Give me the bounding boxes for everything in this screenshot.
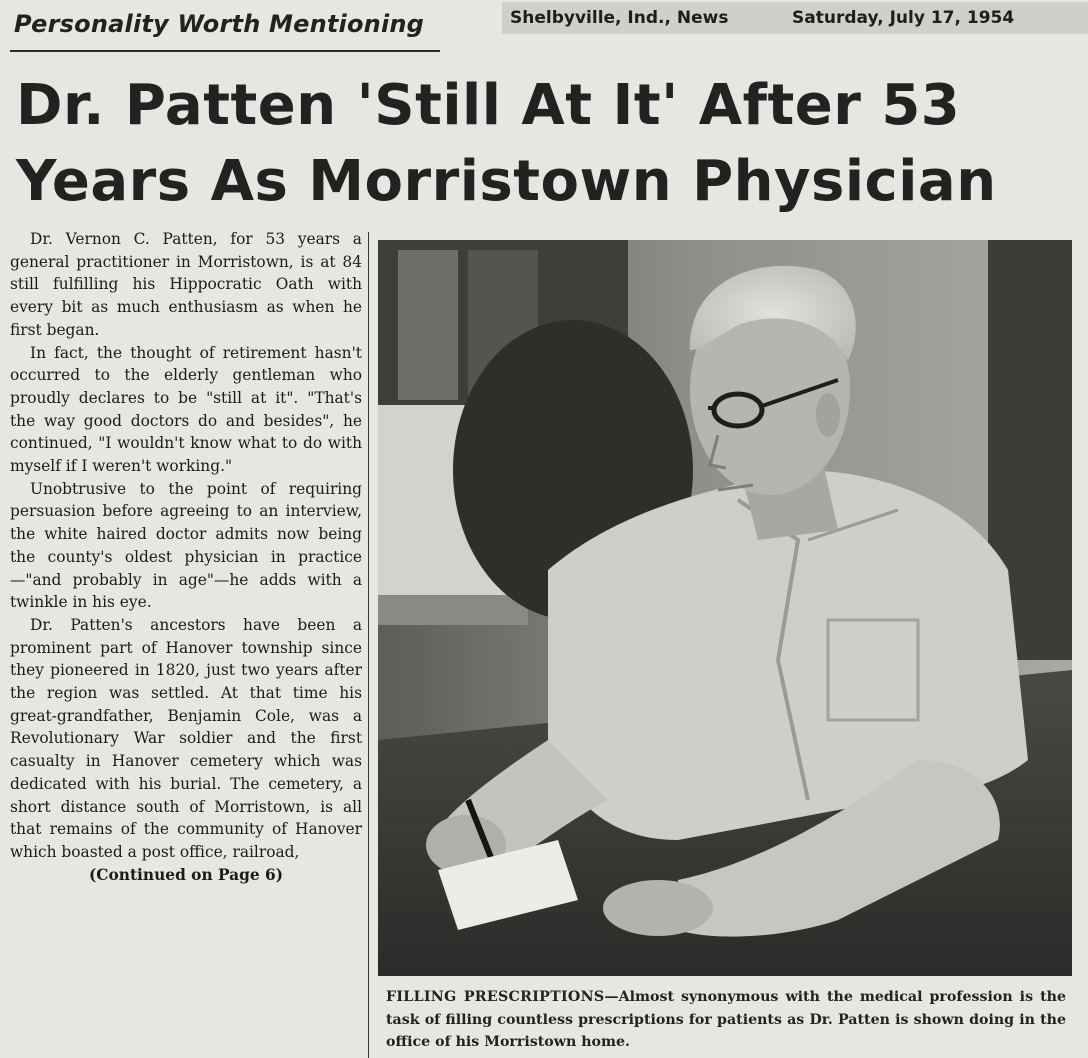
newspaper-name: Shelbyville, Ind., News (510, 8, 729, 28)
article-paragraph: Unobtrusive to the point of requiring persuasion before agreeing to an interview, the white haired doctor admits now being the county's oldest physician in practice—"and probably in age"—he adds with a twinkle in his eye. (10, 479, 362, 612)
portrait-photo (378, 240, 1072, 976)
section-kicker (10, 6, 440, 52)
headline (16, 68, 1076, 220)
caption-lead: FILLING PRESCRIPTIONS (386, 989, 605, 1005)
publication-date: Saturday, July 17, 1954 (792, 8, 1015, 28)
continued-note: (Continued on Page 6) (88, 865, 284, 884)
article-paragraph: In fact, the thought of retirement hasn't occurred to the elderly gentleman who proudly declares to be "still at it". "That's the way good doctors do and besides", he continued, "I wouldn't know what to do with myself if I weren't working." (10, 343, 362, 476)
article-paragraph: Dr. Vernon C. Patten, for 53 years a general practitioner in Morristown, is at 84 still fulfilling his Hippocratic Oath with every bit as much enthusiasm as when he first began. (10, 230, 362, 339)
headline-line-2: Years As Morristown Physician (16, 149, 997, 214)
column-divider (368, 232, 369, 1058)
article-paragraph: Dr. Patten's ancestors have been a prominent part of Hanover township since they pioneered in 1820, just two years after the region was settled. At that time his great-grandfather, Benjamin Cole, was a Revolutionary War soldier and the first casualty in Hanover cemetery which was dedicated with his burial. The cemetery, a short distance south of Morristown, is all that remains of the community of Hanover which boasted a post office, railroad, (10, 615, 362, 861)
dateline-bar (502, 2, 1088, 34)
photo-caption (386, 986, 1066, 1054)
caption-body: —Almost synonymous with the medical profession is the task of filling countless prescriptions for patients as Dr. Patten is shown doing in the office of his Morristown home. (386, 989, 1067, 1050)
kicker-text: Personality Worth Mentioning (14, 10, 425, 38)
doctor-writing-illustration (378, 240, 1072, 976)
article-column (10, 228, 362, 1058)
headline-line-1: Dr. Patten 'Still At It' After 53 (16, 73, 961, 138)
